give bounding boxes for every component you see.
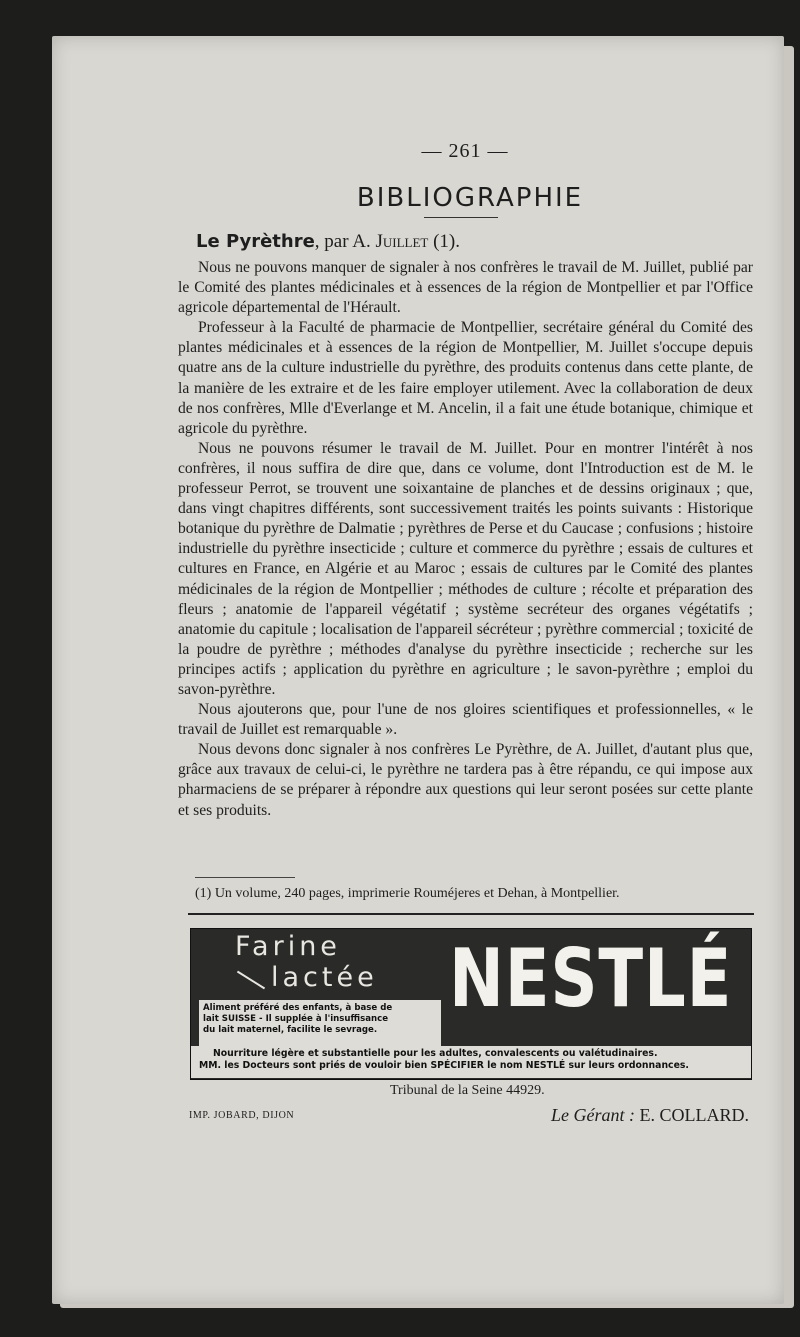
- ad-lactee-text: lactée: [271, 962, 378, 993]
- page-number: — 261 —: [421, 140, 509, 162]
- paragraph-3: Nous ne pouvons résumer le travail de M. Juillet. Pour en montrer l'intérêt à nos confrères, il nous suffira de dire que, dans ce volume, dont l'Introduction est de M. le professeur Perrot, se trouvent une soixantaine de planches et de dessins originaux ; que, dans vingt chapitres différents, sont successivement traités les points suivants : Historique botanique du pyrèthre de Dalmatie ; pyrèthres de Perse et du Caucase ; confusions ; histoire industrielle du pyrèthre insecticide ; culture et commerce du pyrèthre ; essais de cultures et cultures en France, en Algérie et au Maroc ; essais de cultures par le Comité des plantes médicinales de la région de Montpellier ; méthodes de culture ; récolte et préparation des fleurs ; anatomie de l'appareil végétatif ; système secréteur des organes végétatifs ; anatomie du capitule ; localisation de l'appareil sécréteur ; pyrèthre commercial ; toxicité de la poudre de pyrèthre ; méthodes d'analyse du pyrèthre insecticide ; recherche sur les principes actifs ; application du pyrèthre en agriculture ; le savon-pyrèthre ; emploi du savon-pyrèthre.: [178, 439, 753, 698]
- paragraph-5: Nous devons donc signaler à nos confrères Le Pyrèthre, de A. Juillet, d'autant plus que, grâce aux travaux de celui-ci, le pyrèthre ne tardera pas à être répandu, ce qui impose aux pharmaciens de se préparer à répondre aux questions qui leur seront posées sur cette plante et ses produits.: [178, 741, 753, 819]
- section-separator: [188, 913, 754, 915]
- tribunal-notice: Tribunal de la Seine 44929.: [390, 1083, 545, 1098]
- ad-slash-mark: [237, 971, 265, 990]
- ad-farine-text: Farine: [235, 931, 341, 962]
- ad-brand: NESTLÉ: [449, 932, 733, 1025]
- paragraph-2: Professeur à la Faculté de pharmacie de Montpellier, secrétaire général du Comité des plantes médicinales et à essences de la région de Montpellier, M. Juillet s'occupe depuis quatre ans de la culture industrielle du pyrèthre, des produits contenus dans cette plante, de la manière de les extraire et de les faire employer utilement. Avec la collaboration de deux de nos confrères, Mlle d'Everlange et M. Ancelin, il a fait une étude botanique, chimique et agricole du pyrèthre.: [178, 319, 753, 437]
- paragraph-4: Nous ajouterons que, pour l'une de nos gloires scientifiques et professionnelles, « le travail de Juillet est remarquable ».: [178, 701, 753, 739]
- article-body: [178, 258, 753, 821]
- gerant-name: E. COLLARD.: [639, 1105, 749, 1125]
- gerant-label: Le Gérant :: [551, 1105, 635, 1125]
- gerant-signature: [551, 1105, 749, 1126]
- ad-description-box: [199, 1000, 441, 1046]
- ad-strip-line: Nourriture légère et substantielle pour les adultes, convalescents ou valétudinaires.: [213, 1048, 658, 1059]
- ad-box-line: lait SUISSE - Il supplée à l'insuffisance: [203, 1014, 389, 1024]
- nestle-advertisement: [190, 928, 752, 1080]
- section-title: BIBLIOGRAPHIE: [356, 183, 584, 213]
- ad-box-line: Aliment préféré des enfants, à base de: [203, 1003, 393, 1013]
- paragraph-1: Nous ne pouvons manquer de signaler à nos confrères le travail de M. Juillet, publié par le Comité des plantes médicinales et à essences de la région de Montpellier et par l'Office agricole départemental de l'Hérault.: [178, 259, 753, 317]
- printer-imprint: IMP. JOBARD, DIJON: [189, 1110, 295, 1121]
- footnote-ref: (1).: [428, 231, 461, 252]
- ad-bottom-strip: [191, 1046, 751, 1078]
- footnote: (1) Un volume, 240 pages, imprimerie Rouméjeres et Dehan, à Montpellier.: [195, 886, 620, 901]
- article-author: Juillet: [375, 231, 429, 252]
- article-heading: [196, 231, 756, 253]
- ad-box-line: du lait maternel, facilite le sevrage.: [203, 1025, 378, 1035]
- ad-strip-line: MM. les Docteurs sont priés de vouloir bien SPÉCIFIER le nom NESTLÉ sur leurs ordonnances.: [199, 1060, 689, 1071]
- footnote-rule: [195, 877, 295, 878]
- article-title: Le Pyrèthre: [196, 231, 315, 252]
- title-underline: [424, 217, 498, 218]
- article-by: , par A.: [314, 231, 376, 252]
